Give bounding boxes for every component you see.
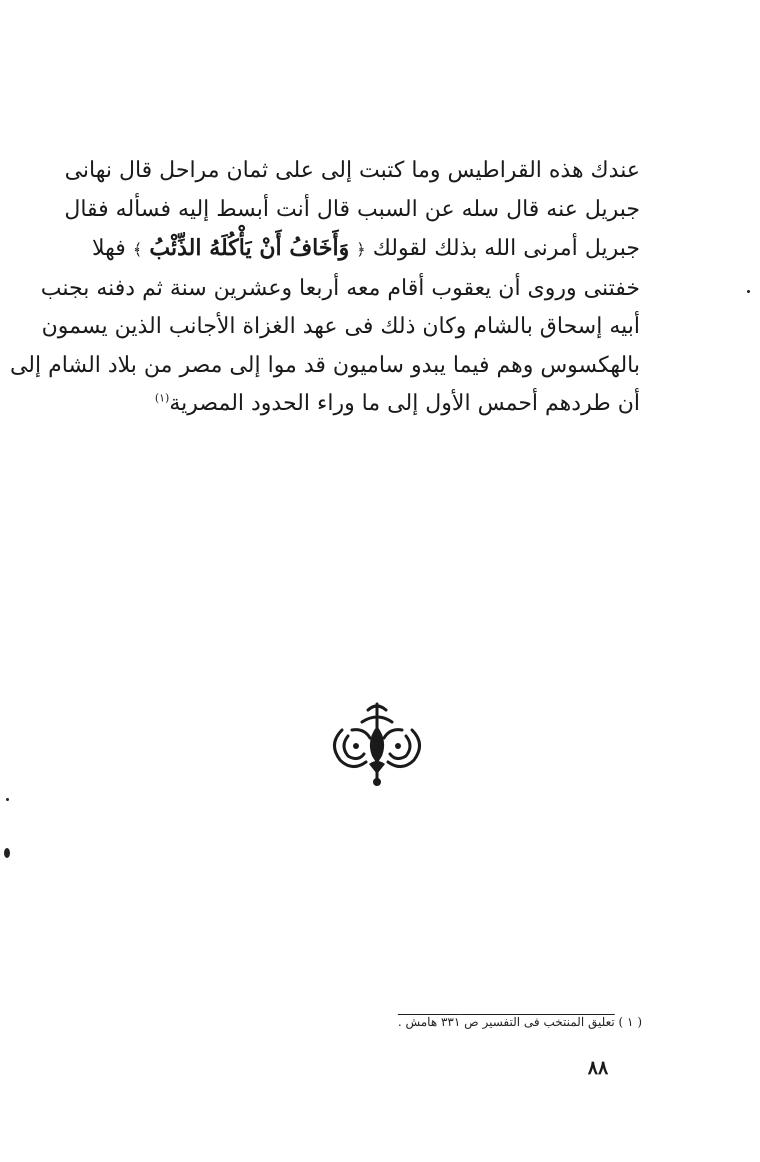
footnote-reference: (١) [154, 391, 170, 405]
footnote [282, 1015, 642, 1029]
quran-verse: وَأَخَافُ أَنْ يَأْكُلَهُ الذِّئْبُ [149, 235, 350, 261]
body-paragraph [9, 152, 641, 424]
scan-speck [4, 848, 10, 858]
arabesque-ornament-icon [322, 700, 432, 790]
text-segment: أن طردهم أحمس الأول إلى ما وراء الحدود المصرية [169, 391, 640, 416]
text-segment: فهلا [92, 236, 126, 261]
footnote-marker: ( ١ ) [618, 1015, 642, 1029]
quran-close-brace: ﴾ [132, 240, 143, 259]
text-line: خفتنى وروى أن يعقوب أقام معه أربعا وعشرين سنة ثم دفنه بجنب [40, 275, 640, 301]
text-line: أبيه إسحاق بالشام وكان ذلك فى عهد الغزاة الأجانب الذين يسمون [41, 314, 640, 339]
page-number: ٨٨ [587, 1057, 609, 1079]
scan-speck [747, 290, 750, 293]
scan-speck [6, 798, 9, 801]
text-line: بالهكسوس وهم فيما يبدو ساميون قد موا إلى مصر من بلاد الشام إلى [9, 352, 640, 378]
text-line: عندك هذه القراطيس وما كتبت إلى على ثمان مراحل قال نهانى [64, 158, 640, 183]
quran-open-brace: ﴿ [356, 240, 366, 259]
text-line: جبريل عنه قال سله عن السبب قال أنت أبسط إليه فسأله فقال [64, 196, 640, 222]
text-segment: جبريل أمرنى الله بذلك لقولك [372, 236, 641, 261]
footnote-text: تعليق المنتخب فى التفسير ص ٣٣١ هامش . [397, 1015, 615, 1029]
text-line [92, 385, 640, 424]
text-line [92, 229, 640, 270]
